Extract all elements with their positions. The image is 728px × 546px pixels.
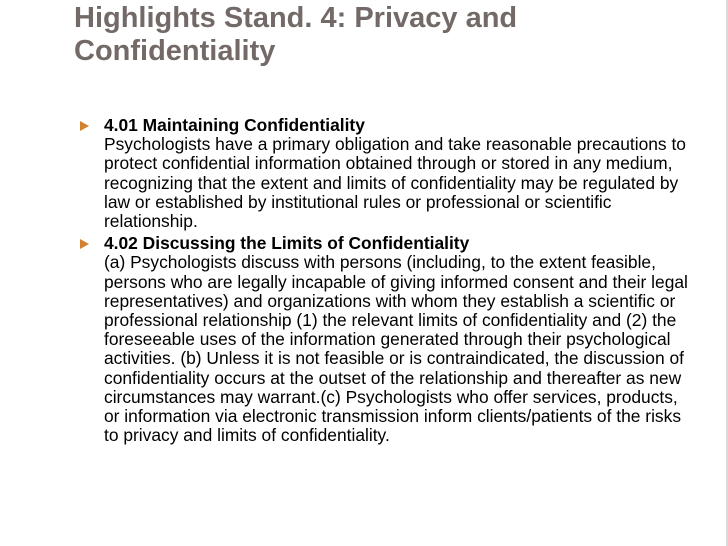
- slide-title: Highlights Stand. 4: Privacy and Confidentiality: [74, 2, 518, 67]
- bullet-heading: 4.02 Discussing the Limits of Confidentiality: [104, 233, 470, 254]
- right-triangle-bullet-icon: [80, 239, 89, 249]
- bullet-item-4-02: [76, 234, 688, 445]
- bullet-list: [76, 116, 688, 448]
- bullet-body: Psychologists have a primary obligation and take reasonable precautions to protect confidential information obtained through or stored in any medium, recognizing that the extent and limits of confidentiality may be regulated by law or established by institutional rules or professional or scientific relationship.: [104, 134, 686, 232]
- bullet-heading: 4.01 Maintaining Confidentiality: [104, 115, 365, 135]
- bullet-body: (a) Psychologists discuss with persons (including, to the extent feasible, persons who are legally incapable of giving informed consent and their legal representatives) and organizations with whom they establish a scientific or professional relationship (1) the relevant limits of confidentiality and (2) the foreseeable uses of the information generated through their psychological activities. (b) Unless it is not feasible or is contraindicated, the discussion of confidentiality occurs at the outset of the relationship and thereafter as new circumstances may warrant.(c) Psychologists who offer services, products, or information via electronic transmission inform clients/patients of the risks to privacy and limits of confidentiality.: [104, 252, 688, 446]
- bullet-item-4-01: [76, 116, 688, 231]
- right-triangle-bullet-icon: [80, 121, 89, 131]
